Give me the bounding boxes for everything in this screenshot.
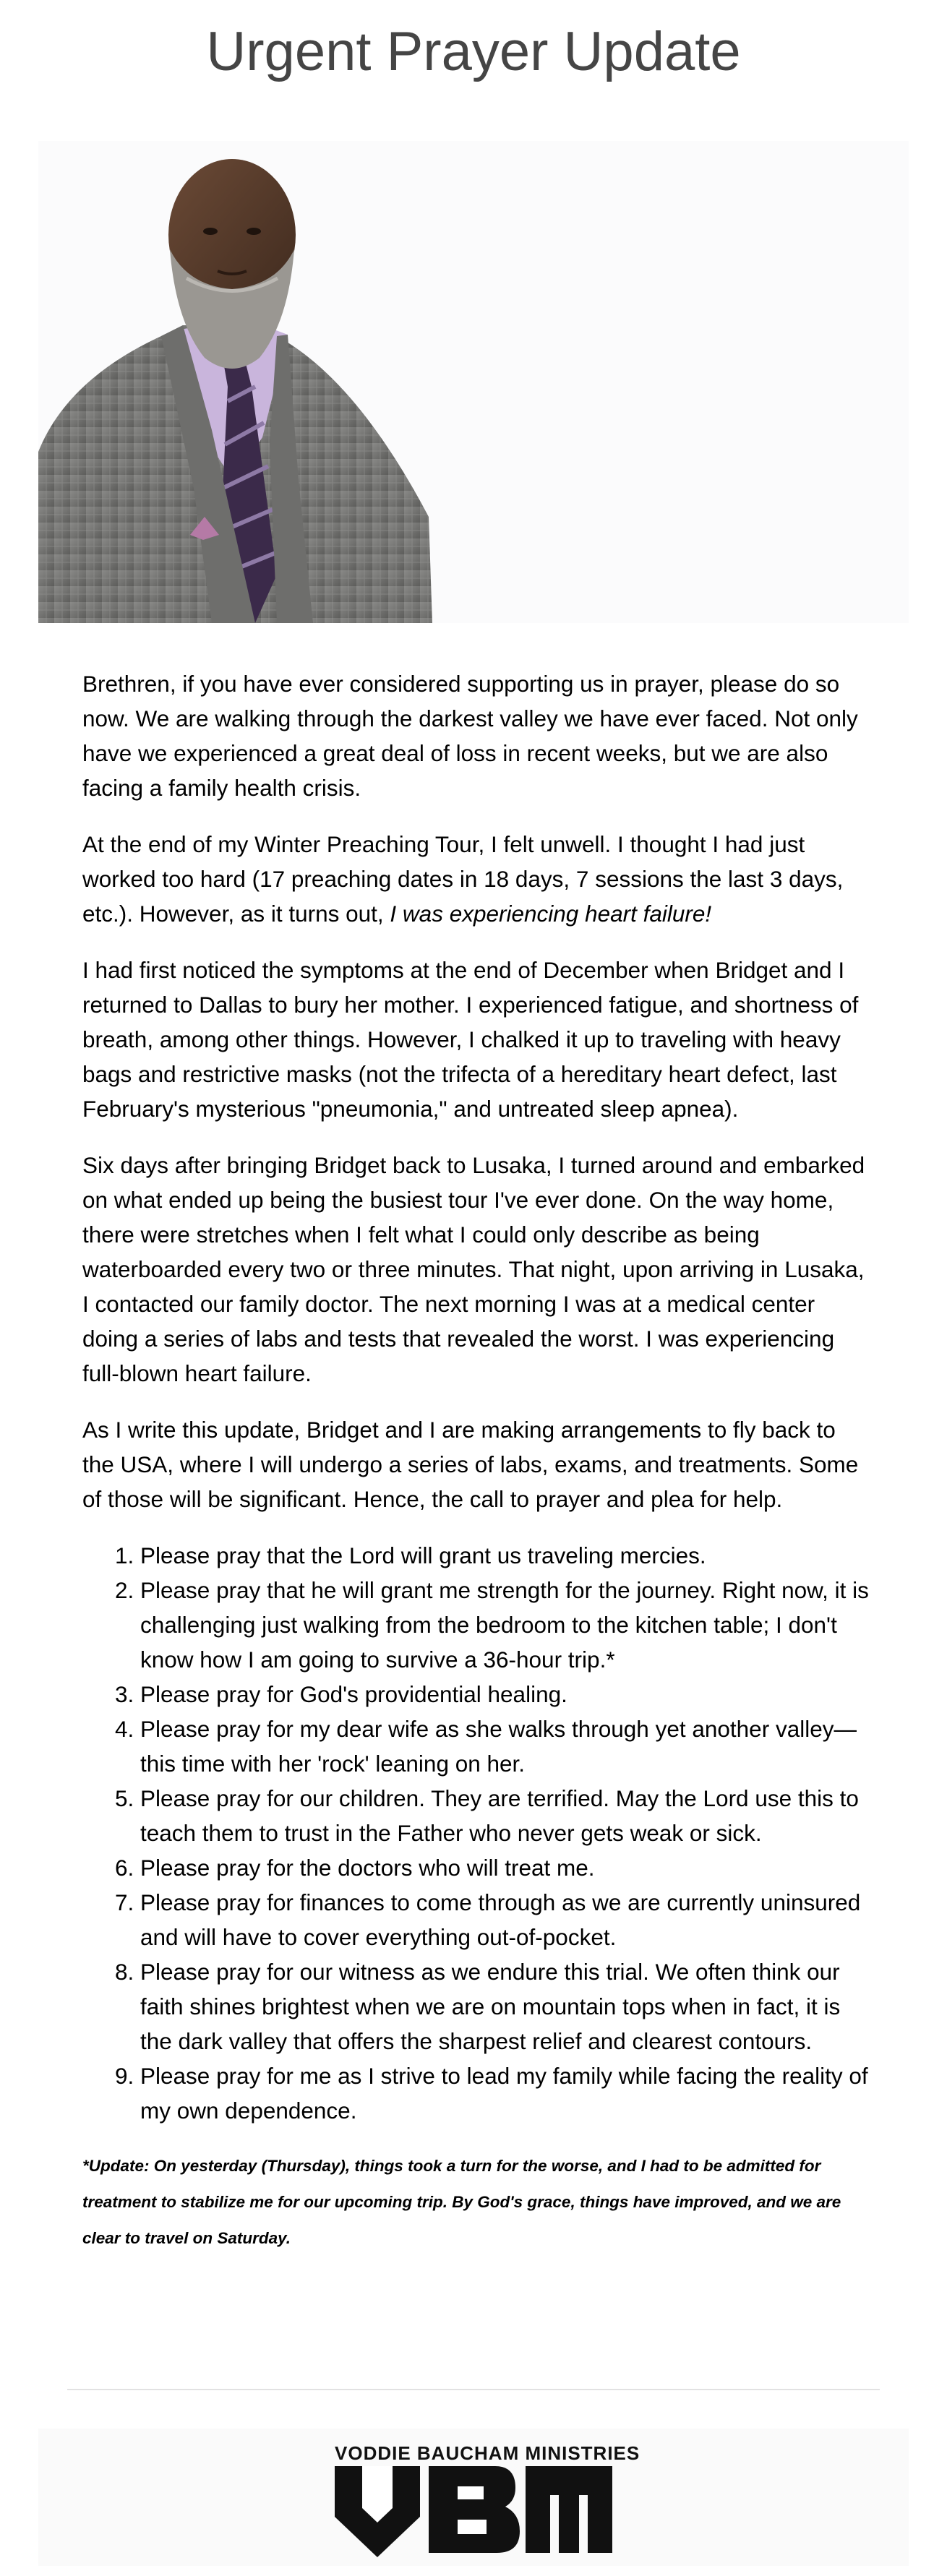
prayer-request-item: 9. Please pray for me as I strive to lead my family while facing the reality of my own dependence. — [140, 2058, 870, 2128]
intro-paragraph-2 — [82, 827, 870, 931]
update-note: *Update: On yesterday (Thursday), things took a turn for the worse, and I had to be admitted for treatment to stabilize me for our upcoming trip. By God's grace, things have improved, and we are clear to travel on Saturday. — [82, 2157, 841, 2247]
article-body — [82, 666, 870, 2278]
logo-tagline: VODDIE BAUCHAM MINISTRIES — [335, 2442, 640, 2464]
prayer-request-item: 7. Please pray for finances to come through as we are currently uninsured and will have to cover everything out-of-pocket. — [140, 1885, 870, 1954]
prayer-request-item: 1. Please pray that the Lord will grant us traveling mercies. — [140, 1538, 870, 1573]
heart-failure-emphasis: I was experiencing heart failure! — [390, 901, 712, 927]
prayer-request-item: 8. Please pray for our witness as we endure this trial. We often think our faith shines brightest when we are on mountain tops when in fact, it is the dark valley that offers the sharpest relief and clearest contours. — [140, 1954, 870, 2058]
page-title: Urgent Prayer Update — [206, 21, 741, 82]
prayer-request-list — [82, 1538, 870, 2128]
intro-paragraph-5: As I write this update, Bridget and I are making arrangements to fly back to the USA, where I will undergo a series of labs, exams, and treatments. Some of those will be significant. Hence, the call to prayer and plea for help. — [82, 1417, 859, 1512]
vbm-logo[interactable] — [335, 2442, 640, 2557]
hero-portrait-image — [38, 141, 909, 623]
paragraph-2-text: At the end of my Winter Preaching Tour, I felt unwell. I thought I had just worked too hard (17 preaching dates in 18 days, 7 sessions the last 3 days, etc.). However, as it turns out, — [82, 831, 844, 927]
intro-paragraph-4: Six days after bringing Bridget back to Lusaka, I turned around and embarked on what ended up being the busiest tour I've ever done. On the way home, there were stretches when I felt what I could only describe as being waterboarded every two or three minutes. That night, upon arriving in Lusaka, I contacted our family doctor. The next morning I was at a medical center doing a series of labs and tests that revealed the worst. I was experiencing full-blown heart failure. — [82, 1152, 865, 1386]
section-divider — [67, 2389, 880, 2390]
prayer-request-item: 3. Please pray for God's providential healing. — [140, 1677, 870, 1712]
intro-paragraph-3: I had first noticed the symptoms at the end of December when Bridget and I returned to Dallas to bury her mother. I experienced fatigue, and shortness of breath, among other things. However, I chalked it up to traveling with heavy bags and restrictive masks (not the trifecta of a hereditary heart defect, last February's mysterious "pneumonia," and untreated sleep apnea). — [82, 957, 859, 1122]
prayer-request-item: 6. Please pray for the doctors who will treat me. — [140, 1850, 870, 1885]
portrait-illustration — [38, 141, 909, 623]
prayer-request-item: 4. Please pray for my dear wife as she walks through yet another valley—this time with her 'rock' leaning on her. — [140, 1712, 870, 1781]
prayer-request-item: 2. Please pray that he will grant me strength for the journey. Right now, it is challenging just walking from the bedroom to the kitchen table; I don't know how I am going to survive a 36-hour trip.* — [140, 1573, 870, 1677]
intro-paragraph-1: Brethren, if you have ever considered supporting us in prayer, please do so now. We are walking through the darkest valley we have ever faced. Not only have we experienced a great deal of loss in recent weeks, but we are also facing a family health crisis. — [82, 671, 858, 801]
vbm-logo-mark — [335, 2466, 612, 2557]
prayer-request-item: 5. Please pray for our children. They are terrified. May the Lord use this to teach them to trust in the Father who never gets weak or sick. — [140, 1781, 870, 1850]
